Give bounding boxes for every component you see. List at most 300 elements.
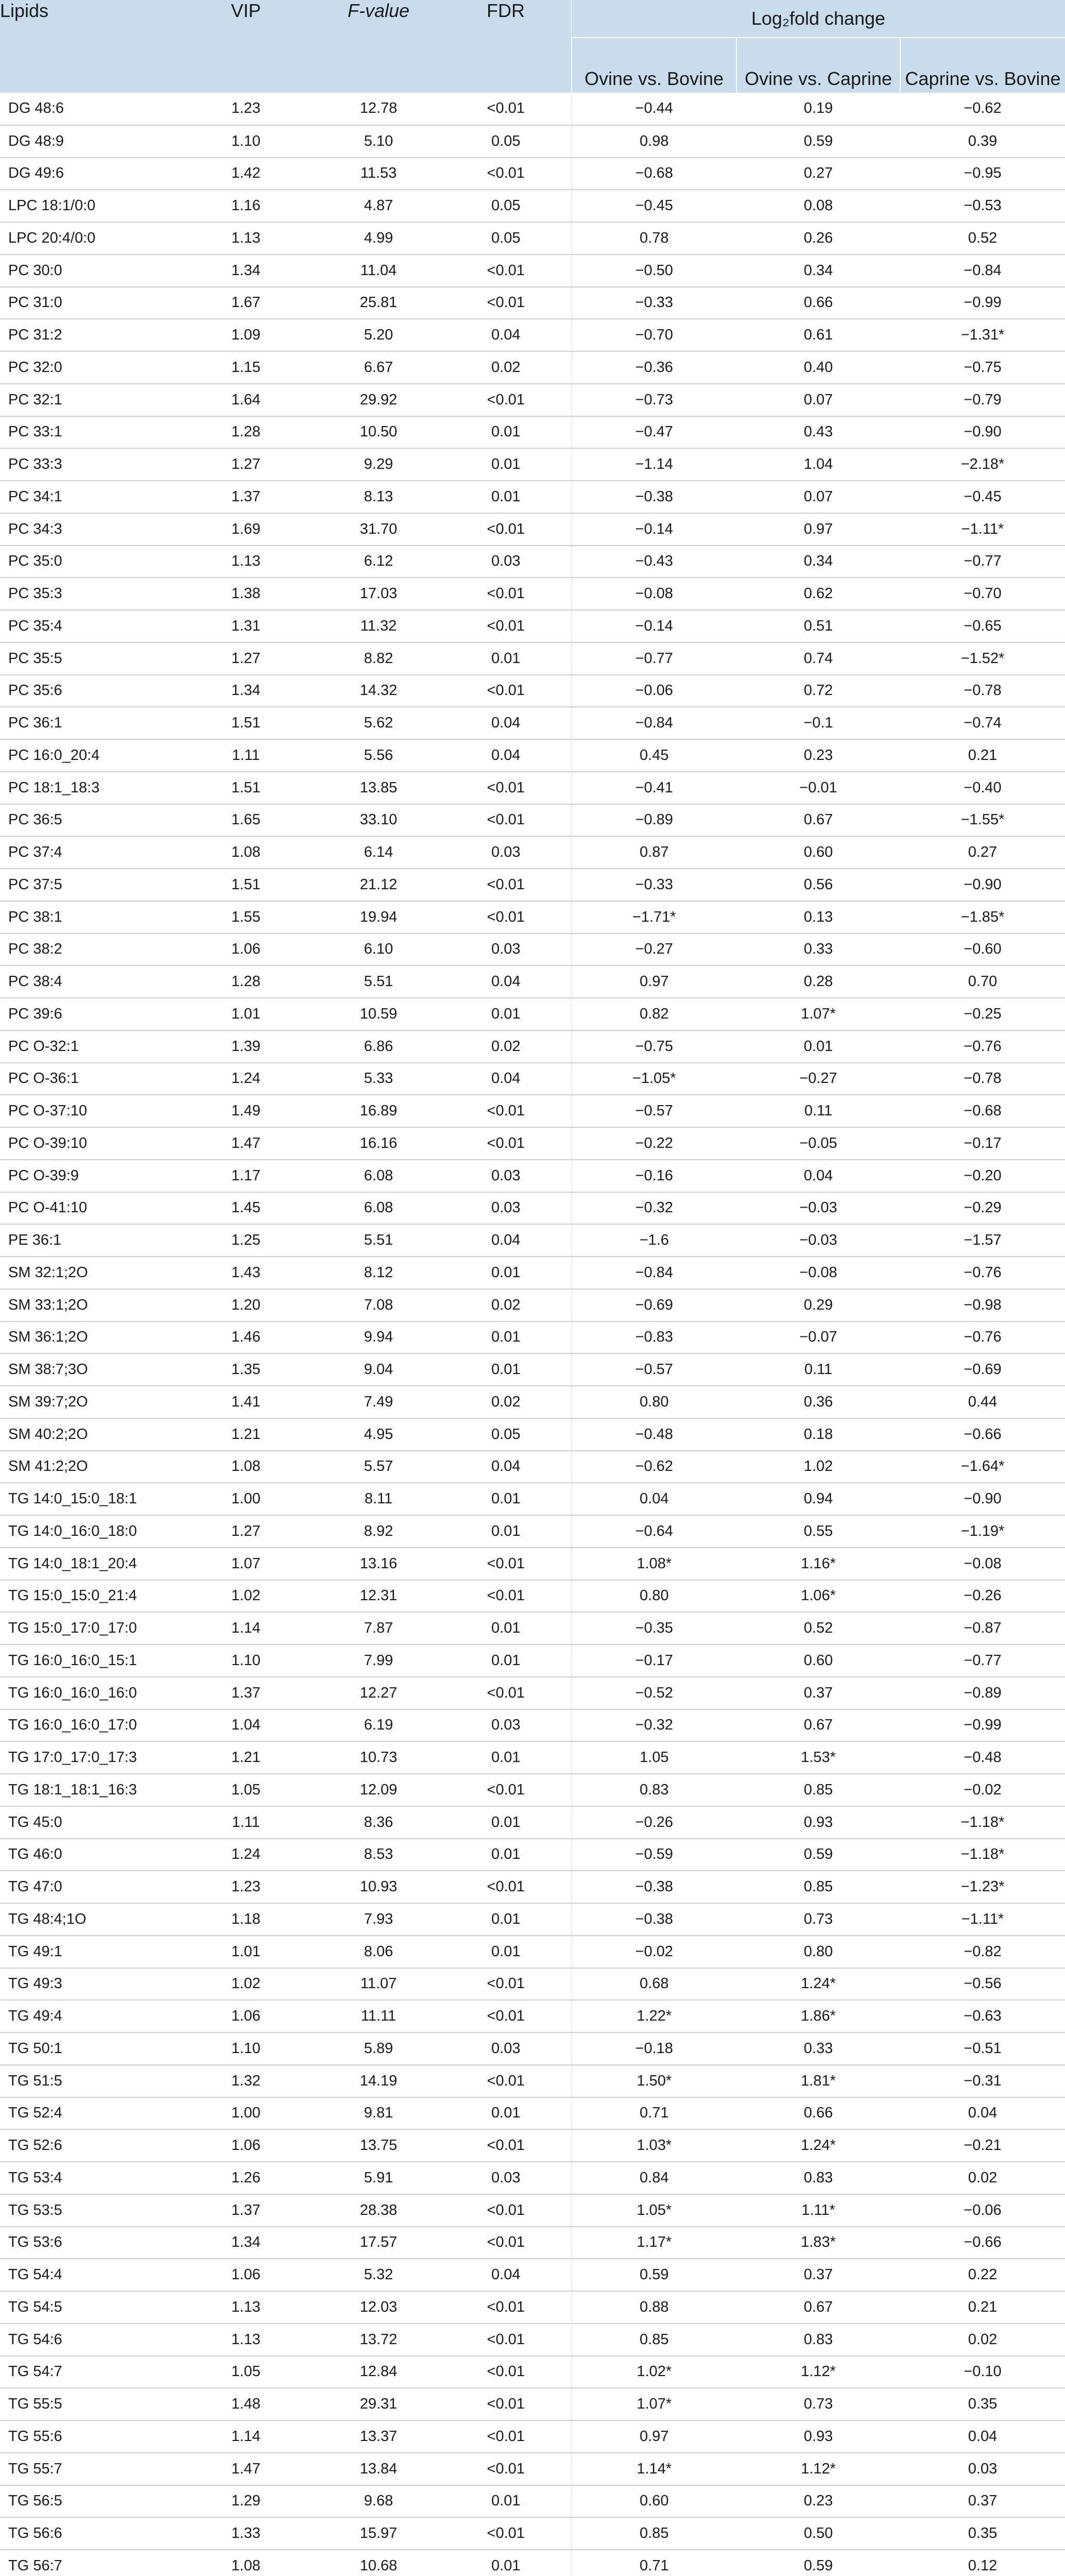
caprine-vs-bovine-value: 0.21 [900, 739, 1065, 772]
f-value: 8.92 [317, 1515, 440, 1548]
ovine-vs-caprine-value: 0.27 [736, 158, 900, 190]
fdr-value: 0.03 [440, 1192, 572, 1225]
vip-value: 1.49 [175, 1095, 317, 1127]
table-row [0, 319, 1065, 351]
table-body [0, 93, 1065, 2576]
ovine-vs-bovine-value: −0.32 [572, 1192, 736, 1225]
f-value: 13.75 [317, 2129, 440, 2162]
header-fvalue: F-value [317, 0, 440, 93]
ovine-vs-bovine-value: −0.43 [572, 546, 736, 578]
lipid-name: TG 46:0 [0, 1839, 175, 1871]
ovine-vs-caprine-value: 0.93 [736, 1806, 900, 1839]
fdr-value: 0.01 [440, 1353, 572, 1386]
f-value: 9.04 [317, 1353, 440, 1386]
table-row [0, 2032, 1065, 2065]
caprine-vs-bovine-value: 0.37 [900, 2485, 1065, 2518]
ovine-vs-caprine-value: 0.33 [736, 934, 900, 966]
lipid-name: PC 32:0 [0, 351, 175, 384]
vip-value: 1.67 [175, 287, 317, 319]
f-value: 9.94 [317, 1321, 440, 1354]
table-row [0, 610, 1065, 642]
vip-value: 1.11 [175, 1806, 317, 1839]
f-value: 11.07 [317, 1968, 440, 2001]
caprine-vs-bovine-value: 0.39 [900, 125, 1065, 158]
ovine-vs-bovine-value: −0.50 [572, 255, 736, 287]
ovine-vs-bovine-value: −0.33 [572, 287, 736, 319]
ovine-vs-caprine-value: −0.03 [736, 1224, 900, 1257]
f-value: 13.37 [317, 2420, 440, 2453]
ovine-vs-bovine-value: −0.06 [572, 675, 736, 707]
f-value: 5.32 [317, 2259, 440, 2291]
ovine-vs-bovine-value: −0.17 [572, 1645, 736, 1677]
ovine-vs-bovine-value: −0.38 [572, 481, 736, 513]
ovine-vs-bovine-value: 1.07* [572, 2388, 736, 2420]
lipid-name: PC 38:2 [0, 934, 175, 966]
fdr-value: <0.01 [440, 1774, 572, 1806]
lipid-name: DG 49:6 [0, 158, 175, 190]
ovine-vs-bovine-value: 0.04 [572, 1483, 736, 1515]
ovine-vs-bovine-value: 0.82 [572, 998, 736, 1030]
fdr-value: 0.03 [440, 546, 572, 578]
table-row [0, 2227, 1065, 2259]
table-row [0, 222, 1065, 255]
ovine-vs-caprine-value: 0.13 [736, 901, 900, 934]
fdr-value: 0.01 [440, 2550, 572, 2576]
caprine-vs-bovine-value: 0.27 [900, 836, 1065, 869]
ovine-vs-caprine-value: 0.94 [736, 1483, 900, 1515]
caprine-vs-bovine-value: −1.23* [900, 1871, 1065, 1903]
vip-value: 1.02 [175, 1968, 317, 2001]
fdr-value: <0.01 [440, 2227, 572, 2259]
lipid-name: PC 35:6 [0, 675, 175, 707]
ovine-vs-bovine-value: −0.14 [572, 513, 736, 546]
fdr-value: 0.04 [440, 1224, 572, 1257]
f-value: 12.03 [317, 2291, 440, 2324]
table-row [0, 772, 1065, 804]
ovine-vs-caprine-value: 0.23 [736, 739, 900, 772]
vip-value: 1.14 [175, 1612, 317, 1645]
fdr-value: 0.04 [440, 2259, 572, 2291]
ovine-vs-caprine-value: 0.85 [736, 1774, 900, 1806]
table-row [0, 1353, 1065, 1386]
fdr-value: <0.01 [440, 578, 572, 610]
ovine-vs-bovine-value: 0.45 [572, 739, 736, 772]
caprine-vs-bovine-value: −0.87 [900, 1612, 1065, 1645]
ovine-vs-bovine-value: 1.05* [572, 2194, 736, 2227]
ovine-vs-bovine-value: 0.80 [572, 1580, 736, 1613]
lipid-name: PC 34:1 [0, 481, 175, 513]
table-header [0, 0, 1065, 93]
ovine-vs-bovine-value: 1.08* [572, 1548, 736, 1580]
f-value: 13.72 [317, 2324, 440, 2356]
fdr-value: 0.05 [440, 1418, 572, 1451]
caprine-vs-bovine-value: 0.04 [900, 2097, 1065, 2130]
caprine-vs-bovine-value: −0.99 [900, 1709, 1065, 1742]
ovine-vs-caprine-value: 0.83 [736, 2324, 900, 2356]
fdr-value: 0.01 [440, 1839, 572, 1871]
ovine-vs-bovine-value: −0.75 [572, 1030, 736, 1063]
lipid-name: PC 35:5 [0, 642, 175, 675]
fdr-value: <0.01 [440, 2517, 572, 2550]
f-value: 7.93 [317, 1903, 440, 1936]
vip-value: 1.06 [175, 2129, 317, 2162]
lipid-name: PC O-37:10 [0, 1095, 175, 1127]
table-row [0, 287, 1065, 319]
fdr-value: <0.01 [440, 1548, 572, 1580]
ovine-vs-bovine-value: −0.14 [572, 610, 736, 642]
table-row [0, 1548, 1065, 1580]
table-row [0, 1612, 1065, 1645]
vip-value: 1.05 [175, 1774, 317, 1806]
table-row [0, 934, 1065, 966]
lipid-name: TG 49:3 [0, 1968, 175, 2001]
f-value: 4.87 [317, 190, 440, 222]
vip-value: 1.28 [175, 965, 317, 998]
lipid-name: PC O-36:1 [0, 1063, 175, 1095]
ovine-vs-bovine-value: −0.02 [572, 1936, 736, 1968]
ovine-vs-caprine-value: 0.93 [736, 2420, 900, 2453]
lipid-name: TG 15:0_15:0_21:4 [0, 1580, 175, 1613]
caprine-vs-bovine-value: 0.21 [900, 2291, 1065, 2324]
table-row [0, 965, 1065, 998]
vip-value: 1.06 [175, 2259, 317, 2291]
fdr-value: 0.04 [440, 1451, 572, 1483]
ovine-vs-caprine-value: −0.27 [736, 1063, 900, 1095]
table-row [0, 2162, 1065, 2194]
vip-value: 1.08 [175, 2550, 317, 2576]
caprine-vs-bovine-value: −0.95 [900, 158, 1065, 190]
caprine-vs-bovine-value: 0.02 [900, 2324, 1065, 2356]
f-value: 6.67 [317, 351, 440, 384]
lipid-name: TG 56:7 [0, 2550, 175, 2576]
ovine-vs-caprine-value: 0.67 [736, 1709, 900, 1742]
lipid-name: TG 51:5 [0, 2065, 175, 2097]
fdr-value: 0.05 [440, 222, 572, 255]
vip-value: 1.35 [175, 1353, 317, 1386]
caprine-vs-bovine-value: −0.31 [900, 2065, 1065, 2097]
lipid-name: TG 49:4 [0, 2000, 175, 2032]
ovine-vs-bovine-value: −0.38 [572, 1871, 736, 1903]
f-value: 12.78 [317, 93, 440, 125]
vip-value: 1.25 [175, 1224, 317, 1257]
table-row [0, 2485, 1065, 2518]
vip-value: 1.11 [175, 739, 317, 772]
f-value: 16.89 [317, 1095, 440, 1127]
vip-value: 1.20 [175, 1289, 317, 1321]
fdr-value: <0.01 [440, 1095, 572, 1127]
lipid-name: SM 41:2;2O [0, 1451, 175, 1483]
ovine-vs-bovine-value: 0.78 [572, 222, 736, 255]
fdr-value: <0.01 [440, 2420, 572, 2453]
lipid-name: TG 52:4 [0, 2097, 175, 2130]
f-value: 9.29 [317, 448, 440, 481]
f-value: 29.92 [317, 384, 440, 416]
f-value: 5.51 [317, 1224, 440, 1257]
ovine-vs-caprine-value: 1.07* [736, 998, 900, 1030]
lipid-name: PE 36:1 [0, 1224, 175, 1257]
caprine-vs-bovine-value: −0.70 [900, 578, 1065, 610]
lipid-name: TG 49:1 [0, 1936, 175, 1968]
f-value: 12.27 [317, 1677, 440, 1709]
fdr-value: 0.03 [440, 2032, 572, 2065]
table-row [0, 1645, 1065, 1677]
ovine-vs-caprine-value: 1.24* [736, 1968, 900, 2001]
f-value: 15.97 [317, 2517, 440, 2550]
fdr-value: 0.01 [440, 481, 572, 513]
lipid-name: PC 37:4 [0, 836, 175, 869]
fdr-value: 0.02 [440, 1386, 572, 1418]
caprine-vs-bovine-value: −0.08 [900, 1548, 1065, 1580]
lipid-name: TG 15:0_17:0_17:0 [0, 1612, 175, 1645]
caprine-vs-bovine-value: −0.69 [900, 1353, 1065, 1386]
ovine-vs-bovine-value: 1.17* [572, 2227, 736, 2259]
fdr-value: 0.01 [440, 448, 572, 481]
vip-value: 1.08 [175, 1451, 317, 1483]
caprine-vs-bovine-value: −0.90 [900, 1483, 1065, 1515]
caprine-vs-bovine-value: −1.31* [900, 319, 1065, 351]
lipid-name: PC 35:4 [0, 610, 175, 642]
ovine-vs-caprine-value: 0.11 [736, 1353, 900, 1386]
ovine-vs-bovine-value: 1.14* [572, 2453, 736, 2485]
vip-value: 1.48 [175, 2388, 317, 2420]
lipid-name: PC 33:1 [0, 416, 175, 449]
fdr-value: <0.01 [440, 869, 572, 901]
f-value: 11.32 [317, 610, 440, 642]
vip-value: 1.51 [175, 772, 317, 804]
f-value: 6.12 [317, 546, 440, 578]
vip-value: 1.37 [175, 481, 317, 513]
ovine-vs-bovine-value: −0.16 [572, 1160, 736, 1192]
ovine-vs-caprine-value: −0.01 [736, 772, 900, 804]
f-value: 33.10 [317, 804, 440, 837]
vip-value: 1.10 [175, 2032, 317, 2065]
f-value: 31.70 [317, 513, 440, 546]
f-value: 8.13 [317, 481, 440, 513]
table-row [0, 1095, 1065, 1127]
ovine-vs-caprine-value: 1.02 [736, 1451, 900, 1483]
ovine-vs-caprine-value: −0.08 [736, 1257, 900, 1289]
lipid-name: PC 33:3 [0, 448, 175, 481]
lipid-name: LPC 18:1/0:0 [0, 190, 175, 222]
ovine-vs-caprine-value: 0.04 [736, 1160, 900, 1192]
vip-value: 1.24 [175, 1063, 317, 1095]
table-row [0, 804, 1065, 837]
ovine-vs-bovine-value: −0.36 [572, 351, 736, 384]
lipid-name: PC 39:6 [0, 998, 175, 1030]
vip-value: 1.28 [175, 416, 317, 449]
lipid-name: TG 55:6 [0, 2420, 175, 2453]
vip-value: 1.26 [175, 2162, 317, 2194]
lipid-name: TG 54:6 [0, 2324, 175, 2356]
ovine-vs-caprine-value: 0.61 [736, 319, 900, 351]
fdr-value: <0.01 [440, 1871, 572, 1903]
vip-value: 1.34 [175, 2227, 317, 2259]
table-row [0, 1936, 1065, 1968]
f-value: 8.53 [317, 1839, 440, 1871]
f-value: 4.99 [317, 222, 440, 255]
fdr-value: 0.02 [440, 351, 572, 384]
caprine-vs-bovine-value: −0.90 [900, 416, 1065, 449]
caprine-vs-bovine-value: −0.29 [900, 1192, 1065, 1225]
vip-value: 1.32 [175, 2065, 317, 2097]
lipid-name: TG 14:0_18:1_20:4 [0, 1548, 175, 1580]
f-value: 8.82 [317, 642, 440, 675]
ovine-vs-bovine-value: −0.44 [572, 93, 736, 125]
fdr-value: <0.01 [440, 901, 572, 934]
f-value: 21.12 [317, 869, 440, 901]
vip-value: 1.18 [175, 1903, 317, 1936]
caprine-vs-bovine-value: −0.21 [900, 2129, 1065, 2162]
header-caprine-vs-bovine: Caprine vs. Bovine [900, 38, 1065, 93]
header-lipids: Lipids [0, 0, 175, 93]
ovine-vs-bovine-value: 1.50* [572, 2065, 736, 2097]
caprine-vs-bovine-value: −0.10 [900, 2356, 1065, 2388]
vip-value: 1.37 [175, 2194, 317, 2227]
table-row [0, 998, 1065, 1030]
lipid-name: PC O-41:10 [0, 1192, 175, 1225]
lipid-name: PC 36:5 [0, 804, 175, 837]
ovine-vs-bovine-value: −1.14 [572, 448, 736, 481]
lipid-name: TG 50:1 [0, 2032, 175, 2065]
lipid-name: TG 56:5 [0, 2485, 175, 2518]
caprine-vs-bovine-value: −0.62 [900, 93, 1065, 125]
ovine-vs-bovine-value: 0.71 [572, 2097, 736, 2130]
caprine-vs-bovine-value: −0.76 [900, 1030, 1065, 1063]
table-row [0, 2259, 1065, 2291]
ovine-vs-caprine-value: 0.36 [736, 1386, 900, 1418]
table-row [0, 2420, 1065, 2453]
table-row [0, 1968, 1065, 2001]
ovine-vs-caprine-value: 0.28 [736, 965, 900, 998]
fdr-value: <0.01 [440, 2291, 572, 2324]
f-value: 7.49 [317, 1386, 440, 1418]
ovine-vs-caprine-value: 0.18 [736, 1418, 900, 1451]
f-value: 10.59 [317, 998, 440, 1030]
table-row [0, 1386, 1065, 1418]
table-row [0, 707, 1065, 739]
ovine-vs-bovine-value: −0.08 [572, 578, 736, 610]
caprine-vs-bovine-value: 0.52 [900, 222, 1065, 255]
vip-value: 1.13 [175, 222, 317, 255]
lipid-name: TG 47:0 [0, 1871, 175, 1903]
table-row [0, 901, 1065, 934]
f-value: 5.91 [317, 2162, 440, 2194]
lipid-name: TG 54:4 [0, 2259, 175, 2291]
lipid-name: PC 31:2 [0, 319, 175, 351]
table-row [0, 836, 1065, 869]
caprine-vs-bovine-value: −0.90 [900, 869, 1065, 901]
caprine-vs-bovine-value: −0.89 [900, 1677, 1065, 1709]
caprine-vs-bovine-value: −1.55* [900, 804, 1065, 837]
table-row [0, 739, 1065, 772]
table-row [0, 1224, 1065, 1257]
fdr-value: <0.01 [440, 2356, 572, 2388]
table-row [0, 2065, 1065, 2097]
caprine-vs-bovine-value: 0.02 [900, 2162, 1065, 2194]
ovine-vs-caprine-value: 0.01 [736, 1030, 900, 1063]
ovine-vs-caprine-value: 0.85 [736, 1871, 900, 1903]
lipid-name: SM 33:1;2O [0, 1289, 175, 1321]
ovine-vs-caprine-value: 0.80 [736, 1936, 900, 1968]
fdr-value: 0.03 [440, 836, 572, 869]
caprine-vs-bovine-value: −0.99 [900, 287, 1065, 319]
ovine-vs-caprine-value: 1.83* [736, 2227, 900, 2259]
caprine-vs-bovine-value: −2.18* [900, 448, 1065, 481]
lipid-name: SM 32:1;2O [0, 1257, 175, 1289]
caprine-vs-bovine-value: −0.40 [900, 772, 1065, 804]
table-row [0, 2453, 1065, 2485]
caprine-vs-bovine-value: 0.04 [900, 2420, 1065, 2453]
lipid-name: SM 40:2;2O [0, 1418, 175, 1451]
lipid-name: PC 16:0_20:4 [0, 739, 175, 772]
table-row [0, 1741, 1065, 1774]
ovine-vs-bovine-value: −0.57 [572, 1353, 736, 1386]
ovine-vs-bovine-value: 0.87 [572, 836, 736, 869]
lipid-name: TG 14:0_16:0_18:0 [0, 1515, 175, 1548]
caprine-vs-bovine-value: −1.85* [900, 901, 1065, 934]
table-row [0, 2194, 1065, 2227]
fdr-value: 0.01 [440, 1741, 572, 1774]
ovine-vs-bovine-value: 0.85 [572, 2324, 736, 2356]
ovine-vs-bovine-value: −1.6 [572, 1224, 736, 1257]
vip-value: 1.10 [175, 1645, 317, 1677]
vip-value: 1.39 [175, 1030, 317, 1063]
f-value: 5.62 [317, 707, 440, 739]
lipid-name: TG 17:0_17:0_17:3 [0, 1741, 175, 1774]
ovine-vs-caprine-value: 0.07 [736, 384, 900, 416]
vip-value: 1.69 [175, 513, 317, 546]
caprine-vs-bovine-value: −0.63 [900, 2000, 1065, 2032]
ovine-vs-bovine-value: −0.83 [572, 1321, 736, 1354]
lipid-name: TG 54:7 [0, 2356, 175, 2388]
f-value: 7.08 [317, 1289, 440, 1321]
ovine-vs-bovine-value: 0.60 [572, 2485, 736, 2518]
lipid-name: PC O-32:1 [0, 1030, 175, 1063]
f-value: 6.10 [317, 934, 440, 966]
fdr-value: 0.03 [440, 1160, 572, 1192]
ovine-vs-bovine-value: −0.77 [572, 642, 736, 675]
ovine-vs-caprine-value: 1.81* [736, 2065, 900, 2097]
vip-value: 1.00 [175, 1483, 317, 1515]
ovine-vs-caprine-value: 0.51 [736, 610, 900, 642]
ovine-vs-caprine-value: 0.59 [736, 1839, 900, 1871]
ovine-vs-caprine-value: 0.73 [736, 1903, 900, 1936]
vip-value: 1.27 [175, 448, 317, 481]
table-row [0, 125, 1065, 158]
fdr-value: 0.01 [440, 1806, 572, 1839]
ovine-vs-caprine-value: 0.60 [736, 836, 900, 869]
ovine-vs-caprine-value: 0.33 [736, 2032, 900, 2065]
caprine-vs-bovine-value: −0.45 [900, 481, 1065, 513]
ovine-vs-bovine-value: 0.68 [572, 1968, 736, 2001]
f-value: 10.93 [317, 1871, 440, 1903]
f-value: 11.53 [317, 158, 440, 190]
ovine-vs-bovine-value: −0.62 [572, 1451, 736, 1483]
caprine-vs-bovine-value: −1.19* [900, 1515, 1065, 1548]
lipid-name: PC 37:5 [0, 869, 175, 901]
caprine-vs-bovine-value: −1.64* [900, 1451, 1065, 1483]
fdr-value: 0.04 [440, 319, 572, 351]
f-value: 7.99 [317, 1645, 440, 1677]
vip-value: 1.34 [175, 255, 317, 287]
vip-value: 1.64 [175, 384, 317, 416]
f-value: 6.86 [317, 1030, 440, 1063]
fdr-value: 0.03 [440, 1709, 572, 1742]
fdr-value: 0.01 [440, 2097, 572, 2130]
table-row [0, 2324, 1065, 2356]
ovine-vs-bovine-value: 0.85 [572, 2517, 736, 2550]
lipid-name: TG 18:1_18:1_16:3 [0, 1774, 175, 1806]
